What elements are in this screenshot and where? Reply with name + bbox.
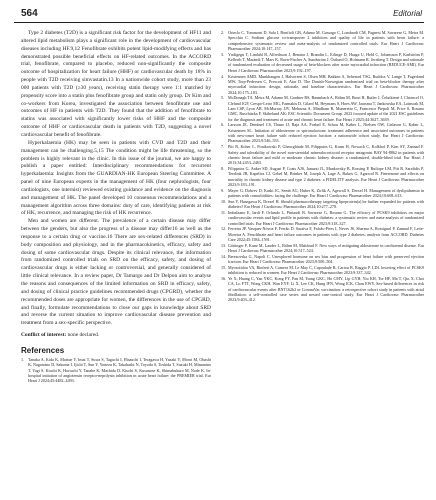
- reference-text: Filippatos G, Anker SD, August P, Coats AJS, Januzzi JL, Mankovsky B, Rossing P, Ruilope LM, Pitt B, Sarafidis P, Teerlink JR, Kapelios CJ, Gebel M, Brinker M, Joseph A, Lage A, Bakris G, Agarwal R. Finerenone and effects on mortality in chronic kidney disease and type 2 diabetes: a FIDELITY analysis. Eur Heart J Cardiovasc Pharmacother 2023;9:183–191.: [228, 165, 424, 187]
- reference-item: [221, 52, 424, 73]
- reference-number: 3.: [221, 51, 225, 57]
- reference-item: [221, 276, 424, 303]
- reference-item: [221, 243, 424, 254]
- reference-item: [221, 210, 424, 226]
- reference-number: 8.: [221, 165, 225, 171]
- reference-text: Yndigegn T, Lindahl B, Alfredsson J, Benatar J, Brandin L, Erlinge D, Haaga U, Held C, Johansson P, Karlström P, Kellerth T, Marandi T, Mars K, Ravn-Fischer A, Sundström J, Östlund O, Hofmann R, Jernberg T. Design and rationale of randomized evaluation of decreased usage of beta-blockers after acute myocardial infarction (REDUCE-AMI). Eur Heart J Cardiovasc Pharmacother 2023;9:192–197.: [228, 51, 424, 73]
- reference-number: 9.: [221, 187, 225, 193]
- reference-item: [221, 74, 424, 95]
- conflict-text: none declared.: [66, 332, 100, 339]
- reference-number: 12.: [221, 226, 227, 232]
- reference-text: Orieclo C, Tomasoni D, Sala I, Bonfioli GB, Adamo M, Gussago C, Lombardi CM, Pagnesi M, Savarese G, Metra M. Specchia C. Sodium glucose co-transporter 2 inhibitors and quality of life in patients with heart failure: a comprehensive systematic review and meta-analysis of randomized controlled trials. Eur Heart J Cardiovasc Pharmacother 2024;10:147–157.: [228, 30, 424, 52]
- body-paragraph: Hyperkalaemia (HK) may be seen in patients with CVD and T2D and their management can be challenging.5,15 The condition might be life threatening, so the problem is highly relevant in the clinic. In this issue of the journal, we are happy to publish a paper entitled: Interdisciplinary recommendations for recurrent hyperkalaemia: Insights from the GUARDIAN-HK European Steering Committee. A panel of nine European experts in the management of HK (four nephrologists, four cardiologists, one internist) reviewed existing guidance and evidence on the diagnosis and management of HK. The panel developed 10 consensus recommendations and a management algorithm across three domains: duty of care, identifying patients at risk of HK, recurrence, and managing the risk of HK recurrence.: [21, 139, 211, 217]
- references-list-right: [221, 30, 424, 303]
- section-title: Editorial: [393, 8, 422, 18]
- references-list-left: [21, 357, 211, 384]
- reference-number: 5.: [221, 95, 225, 101]
- header-rule: [14, 22, 424, 23]
- reference-number: 11.: [221, 209, 226, 215]
- reference-text: Myosotidou VA, Rinfrett A, Camera M, Le May C, Capoulade R, Cariou B, Raggio P. LDL lowering effect of PCSK9 inhibition is reduced in women. Eur Heart J Cardiovasc Pharmacother 2023;9:337–342.: [228, 264, 424, 276]
- right-column: [221, 30, 424, 498]
- reference-text: Mayer G, Dobrev D, Kaski JC, Semb AG, Huber K, Zirlik A, Agewall S, Drexel H. Management of dyslipidaemia in patients with comorbidities: facing the challenge. Eur Heart J Cardiovasc Pharmacother 2024;10:608–613.: [228, 187, 424, 199]
- page-header: [21, 5, 422, 21]
- reference-text: Ferreira JP, Vasques-Nóvoa F, Ferrão D, Saraiva F, Falcão-Pires I, Neves JS, Sharma A, Rossignol P, Zannad F, Leite-Moreira A. Fenofibrate and heart failure outcomes in patients with type 2 diabetes: analysis from ACCORD. Diabetes Care 2022;45:1584–1591.: [228, 226, 424, 242]
- reference-number: 13.: [221, 242, 227, 248]
- reference-number: 6.: [221, 122, 225, 128]
- left-column: [21, 30, 211, 498]
- reference-text: Imbalzano E, Iardi F, Orlando L, Pintaudi B, Savarese G, Rosano G. The efficacy of PCSK9 inhibitors on major cardiovascular events and lipid profile in patients with diabetes: a systematic review and meta-analysis of randomized controlled trials. Eur Heart J Cardiovasc Pharmacother 2023;9:318–327.: [228, 209, 424, 226]
- reference-number: 16.: [221, 275, 227, 281]
- reference-text: Pitt B, Kober L, Ponikowski P, Gheorghiade M, Filippatos G, Krum H, Nowack C, Kolkhof P, Kim SY, Zannad F. Safety and tolerability of the novel non-steroidal mineralocorticoid receptor antagonist BAY 94-8862 in patients with chronic heart failure and mild or moderate chronic kidney disease: a randomized, double-blind trial. Eur Heart J 2013;34:2453–2463.: [228, 144, 424, 166]
- reference-text: Kristensen AMD, Munkhaugen J, Halvorsen S, Olsen MH, Bakken A, Sehested TSG, Ruddox V, Lange T, Fagerland MW, Torp-Pedersen C, Prescott E, Atar D. The Danish-Norwegian randomized trial on beta-blocker therapy after myocardial infarction: design, rationale, and baseline characteristics. Eur Heart J Cardiovasc Pharmacother 2024;10:175–183.: [228, 73, 424, 95]
- reference-item: [221, 188, 424, 199]
- body-paragraph: Type 2 diabetes (T2D) is a significant risk factor for the development of HF11 and altered lipid metabolism plays a significant role in the development of cardiovascular diseases including HF.9,12 Fenofibrate exhibits potent lipid-modifying effects and has demonstrated possible beneficial effects on HF-related outcomes. In the ACCORD trial, fenofibrate, compared to placebo, reduced non-significantly the composite outcome of hospitalization for heart failure (HHF) or cardiovascular death by 18% in people with T2D receiving simvastatin.13 In a nationwide cohort study, more than 23 000 patients with T2D (≥30 years), receiving statin therapy were 1:1 matched by propensity score into a statin plus fenofibrate group and statin only group. Dr Kim and co-workers from Korea, investigated the association between fenofibrate use and outcomes of HF in patients with T2D. They found that the addition of fenofibrate to statins was associated with significantly lower risks of HHF and the composite outcome of HHF or cardiovascular death in patients with T2D, suggesting a novel cardiovascular benefit of fenofibrate.: [21, 30, 211, 138]
- reference-text: Tanaka A, Kida K, Matsue Y, Imai T, Suwa S, Taguchi I, Hisauchi I, Teragawa H, Yazaki Y, Moroi M, Ohashi K, Nagatomo D, Sakuma I, Ijichi T, Sun Y, Yonezu K, Takahashi N, Toyoda S, Toshida T, Suzuki H, Minamino T, Yagi S, Kiuchi K, Horiuchi Y, Tanabe K, Machida D, Kiuchi S, Kusunose K, Shimabukuro M, Node K. In-hospital initiation of angiotensin receptor-neprilysin inhibition in acute heart failure: the PREMIER trial. Eur Heart J 2024;45:4482–4493.: [28, 356, 211, 384]
- body-paragraph: Men and women are different. The prevalence of a certain disease may differ between the genders, but also the progress of a disease may differ16 as well as the response to a certain drug or vaccine.16 There are sex-related differences (SRD) in body composition and physiology, and in the pharmacokinetics, efficacy, safety and dosing of some cardiovascular drugs. Despite its clinical relevance, the information from randomized controlled trials on SRD on the efficacy, safety, and dosing of cardiovascular drugs is either lacking or controversial, and generally considered of little clinical relevance. In a review paper, Dr Tamargo and Dr Delpon aim to analyse the reasons and consequences of the limited information on SRD in efficacy, safety, and dosing of clinical practice guidelines recommended drugs (CPGRD), whether the recommended doses are appropriate for women, the differences in the use of CPGRD, and finally, formulate recommendations to close our gaps in knowledge about SRD and reverse the current situation to improve cardiovascular disease prevention and treatment from a sex-specific perspective.: [21, 218, 211, 327]
- reference-text: McDonagh TA, Metra M, Adamo M, Gardner RS, Baumbach A, Böhm M, Burri H, Butler J, Čelutkienė J, Chioncel O, Cleland JGF, Crespo-Leiro MG, Farmakis D, Gilard M, Heymans S, Hoes AW, Jaarsma T, Jankowska EA, Lainscak M, Lam CSP, Lyon AR, McMurray JJV, Mebazaa A, Mindham R, Muneretto C, Francesco Piepoli M, Price S, Rosano GMC, Ruschitzka F, Skibelund AK; ESC Scientific Document Group. 2023 focused update of the 2021 ESC guidelines for the diagnosis and treatment of acute and chronic heart failure. Eur Heart J 2023;44:3627–3639.: [228, 95, 424, 122]
- reference-item: [221, 144, 424, 165]
- reference-text: Ye X, Huang C, Yan YKC, Kong FY, Pan M, Tsang GKC, Ho CMY, Lip GYH, Yiu KH, Tse HF, Ma T, Qin X, Choi CA, Lo FTT, Wong CKH, Wan EYF, Li X, Lee CK, Hung IFN, Wong ICK, Chan EWY. Sex-based differences in risk of cardiovascular events after BNT162b2 or CoronaVac vaccination: a retrospective cohort study in patients with atrial fibrillation: a self-controlled case series and nested case-control study. Eur Heart J Cardiovasc Pharmacother 2023;9:403–412.: [228, 275, 424, 303]
- reference-number: 7.: [221, 144, 225, 150]
- references-heading: References: [21, 345, 65, 355]
- reference-text: Göttinger F, Kunz M, Lauder L, Böhm M, Mahfoud F. New ways of mitigating aldosterone in cardiorenal disease. Eur Heart J Cardiovasc Pharmacother 2024;10:517–524.: [228, 242, 424, 254]
- reference-number: 14.: [221, 253, 227, 259]
- reference-number: 15.: [221, 264, 227, 270]
- conflict-label: Conflict of interest:: [21, 332, 67, 339]
- reference-item: [221, 199, 424, 210]
- reference-item: [21, 357, 211, 384]
- reference-item: [221, 122, 424, 143]
- reference-number: 10.: [221, 198, 227, 204]
- reference-item: [221, 254, 424, 265]
- reference-item: [221, 30, 424, 51]
- reference-text: Sun Y, Hasegawa K, Drexel H. Should pharmacotherapy targeting lipoprotein(a) be further expanded for patients with diabetes? Eur Heart J Cardiovasc Pharmacother 2024;10:277–278.: [228, 198, 424, 210]
- reference-item: [221, 166, 424, 187]
- reference-number: 2.: [221, 30, 225, 35]
- reference-number: 1.: [21, 356, 25, 362]
- reference-item: [221, 95, 424, 122]
- reference-item: [221, 226, 424, 242]
- page-number: 564: [21, 7, 38, 19]
- reference-text: Berezovska G, Napoli C. Unexplored hormone on sex bias and progression of heart failure with preserved ejection fraction. Eur Heart J Cardiovasc Pharmacother 2023;9:500–504.: [228, 253, 424, 265]
- conflict-statement: [21, 332, 211, 340]
- reference-text: Larsson JE, Dembsel CS, Thune JJ, Raja AA, Fosbøl E, Schou M, Køber L, Nielsen OW, Gislason G, Køber L, Kristensen SL. Initiation of aldosterone or spironolactone, treatment adherence and associated outcomes in patients with new-onset heart failure with reduced ejection fraction: a nationwide cohort study. Eur Heart J Cardiovasc Pharmacother 2023;9:546–553.: [228, 122, 424, 144]
- reference-number: 4.: [221, 73, 225, 79]
- reference-item: [221, 265, 424, 276]
